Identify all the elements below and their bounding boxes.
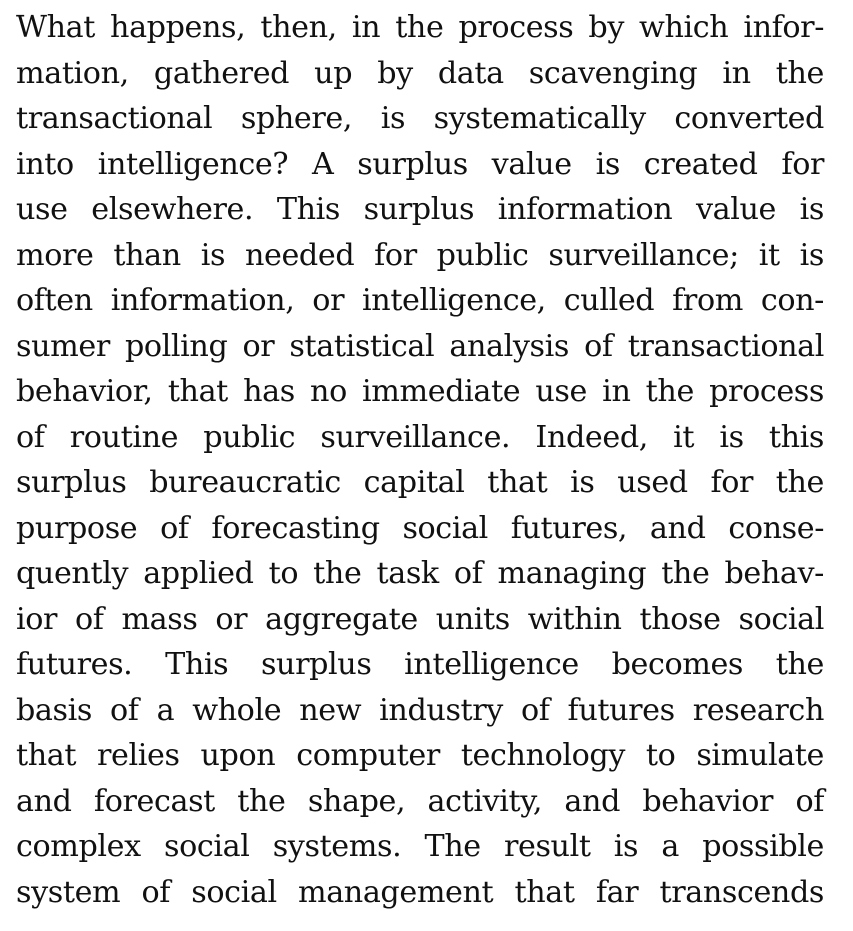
text-line: more than is needed for public surveillance; it is bbox=[16, 237, 824, 273]
text-line: quently applied to the task of managing the behav- bbox=[16, 556, 824, 591]
text-line: basis of a whole new industry of futures research bbox=[16, 692, 824, 728]
text-line: complex social systems. The result is a possible bbox=[16, 829, 824, 864]
text-line: of routine public surveillance. Indeed, it is this bbox=[16, 419, 824, 455]
text-line: system of social management that far transcends bbox=[16, 874, 824, 910]
text-line: ior of mass or aggregate units within those social bbox=[16, 601, 824, 637]
text-line: use elsewhere. This surplus information value is bbox=[16, 192, 824, 227]
text-line: behavior, that has no immediate use in the process bbox=[16, 374, 824, 409]
text-line: surplus bureaucratic capital that is used for the bbox=[16, 465, 824, 500]
text-line: sumer polling or statistical analysis of transactional bbox=[16, 328, 824, 364]
text-line: What happens, then, in the process by which infor- bbox=[16, 10, 824, 45]
text-line: purpose of forecasting social futures, and conse- bbox=[16, 510, 824, 546]
text-page bbox=[16, 5, 824, 915]
text-line: futures. This surplus intelligence becomes the bbox=[16, 647, 824, 682]
text-line: and forecast the shape, activity, and behavior of bbox=[16, 783, 824, 819]
text-line: that relies upon computer technology to simulate bbox=[16, 738, 824, 773]
text-line: into intelligence? A surplus value is created for bbox=[16, 146, 824, 182]
text-line: transactional sphere, is systematically converted bbox=[16, 101, 824, 136]
text-line: mation, gathered up by data scavenging in the bbox=[16, 55, 824, 91]
text-line: often information, or intelligence, culled from con- bbox=[16, 283, 824, 318]
